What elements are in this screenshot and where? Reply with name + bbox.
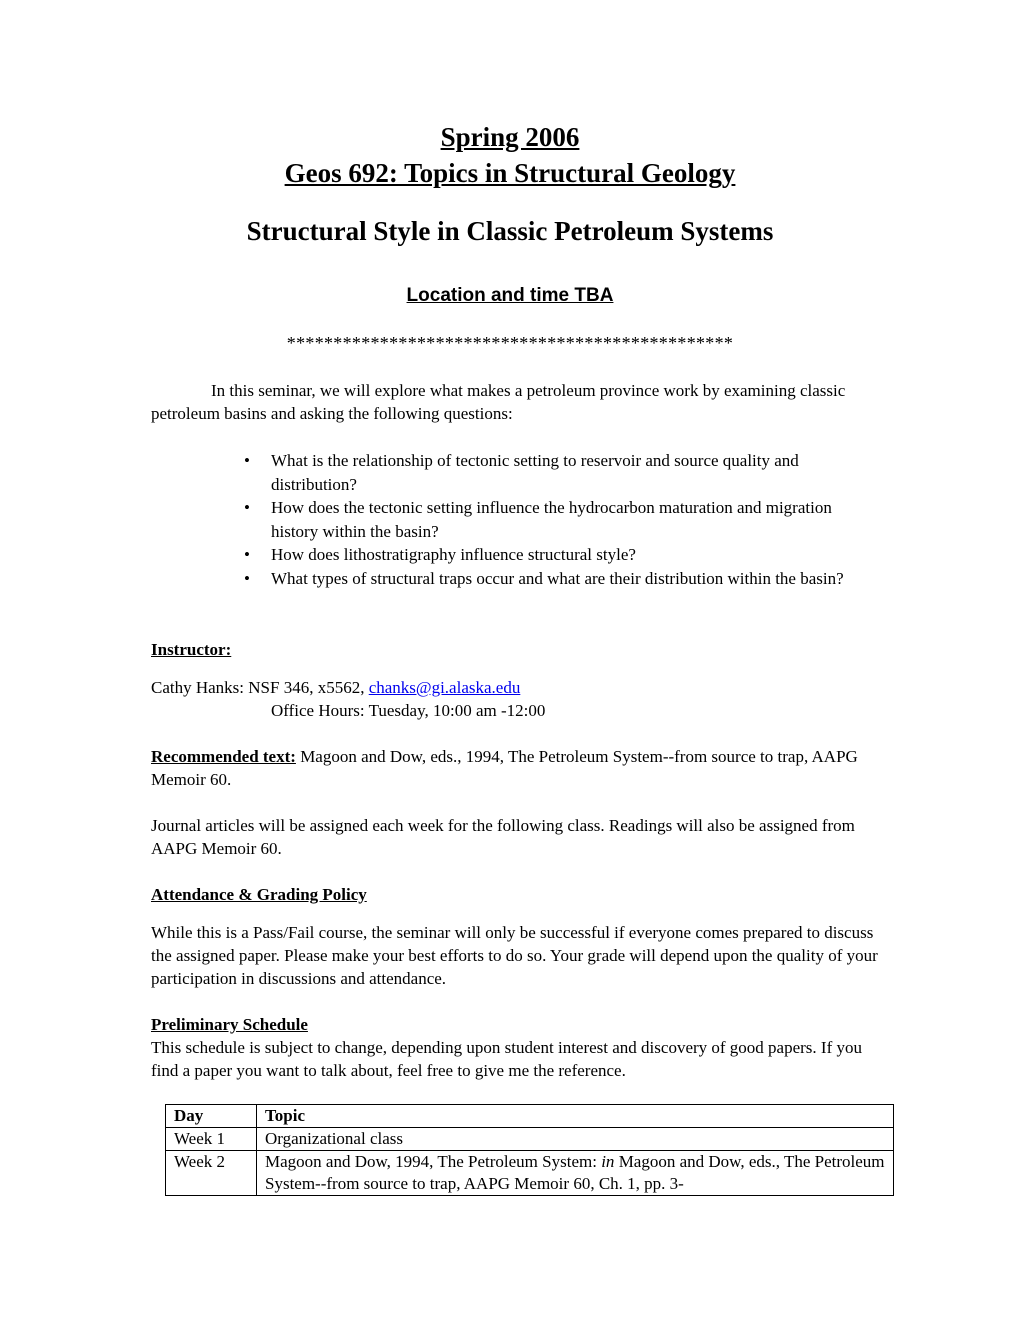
recommended-text-label: Recommended text: bbox=[151, 747, 296, 766]
instructor-name-office: Cathy Hanks: NSF 346, x5562, bbox=[151, 678, 369, 697]
question-text: How does the tectonic setting influence the hydrocarbon maturation and migration history within the basin? bbox=[271, 498, 832, 541]
instructor-heading: Instructor: bbox=[151, 640, 232, 659]
questions-list bbox=[244, 449, 871, 590]
table-row bbox=[166, 1128, 894, 1151]
course-subtitle: Structural Style in Classic Petroleum Systems bbox=[246, 216, 774, 246]
list-item bbox=[244, 567, 871, 591]
page-bottom-margin bbox=[0, 1200, 1020, 1320]
column-header-day: Day bbox=[166, 1105, 257, 1128]
topic-cell bbox=[257, 1151, 894, 1196]
topic-italic: in bbox=[601, 1152, 615, 1171]
recommended-text-body: Magoon and Dow, eds., 1994, The Petroleum System--from source to trap, AAPG Memoir 60. bbox=[151, 747, 858, 789]
location-notice: Location and time TBA bbox=[406, 285, 614, 306]
bullet-icon: • bbox=[244, 451, 250, 470]
attendance-paragraph: While this is a Pass/Fail course, the seminar will only be successful if everyone comes prepared to discuss the assigned paper. Please make your best efforts to do so. Your grade will depend upon the quality of your participation in discussions and attendance. bbox=[151, 923, 878, 988]
topic-text: Magoon and Dow, 1994, The Petroleum System: bbox=[265, 1152, 602, 1171]
question-text: What types of structural traps occur and what are their distribution within the basin? bbox=[271, 568, 844, 588]
instructor-contact bbox=[151, 676, 881, 699]
recommended-text-paragraph bbox=[151, 745, 881, 791]
topic-cell bbox=[257, 1128, 894, 1151]
topic-text-after: Magoon and Dow, eds., The Petroleum System--from source to trap, AAPG Memoir 60, Ch. 1, pp. 3- bbox=[265, 1152, 885, 1193]
term-title: Spring 2006 bbox=[440, 122, 580, 152]
table-row bbox=[166, 1151, 894, 1196]
office-hours: Office Hours: Tuesday, 10:00 am -12:00 bbox=[271, 701, 546, 720]
attendance-heading: Attendance & Grading Policy bbox=[151, 885, 367, 904]
list-item bbox=[244, 449, 871, 496]
question-text: What is the relationship of tectonic setting to reservoir and source quality and distribution? bbox=[271, 451, 799, 494]
list-item bbox=[244, 543, 871, 567]
topic-text: Organizational class bbox=[265, 1129, 404, 1148]
day-cell: Week 1 bbox=[166, 1128, 257, 1151]
course-title: Geos 692: Topics in Structural Geology bbox=[284, 158, 736, 188]
bullet-icon: • bbox=[244, 498, 250, 517]
bullet-icon: • bbox=[244, 568, 250, 588]
divider: ************************************************ bbox=[286, 333, 734, 353]
list-item bbox=[244, 496, 871, 543]
journal-paragraph: Journal articles will be assigned each week for the following class. Readings will also be assigned from AAPG Memoir 60. bbox=[151, 816, 855, 858]
schedule-paragraph: This schedule is subject to change, depending upon student interest and discovery of good papers. If you find a paper you want to talk about, feel free to give me the reference. bbox=[151, 1038, 862, 1080]
day-cell: Week 2 bbox=[166, 1151, 257, 1196]
question-text: How does lithostratigraphy influence structural style? bbox=[271, 545, 636, 564]
instructor-email-link[interactable]: chanks@gi.alaska.edu bbox=[368, 678, 521, 697]
schedule-heading: Preliminary Schedule bbox=[151, 1015, 308, 1034]
schedule-table bbox=[165, 1104, 894, 1196]
bullet-icon: • bbox=[244, 545, 250, 564]
table-header-row bbox=[166, 1105, 894, 1128]
column-header-topic: Topic bbox=[257, 1105, 894, 1128]
intro-paragraph: In this seminar, we will explore what makes a petroleum province work by examining classic petroleum basins and asking the following questions: bbox=[151, 381, 846, 423]
